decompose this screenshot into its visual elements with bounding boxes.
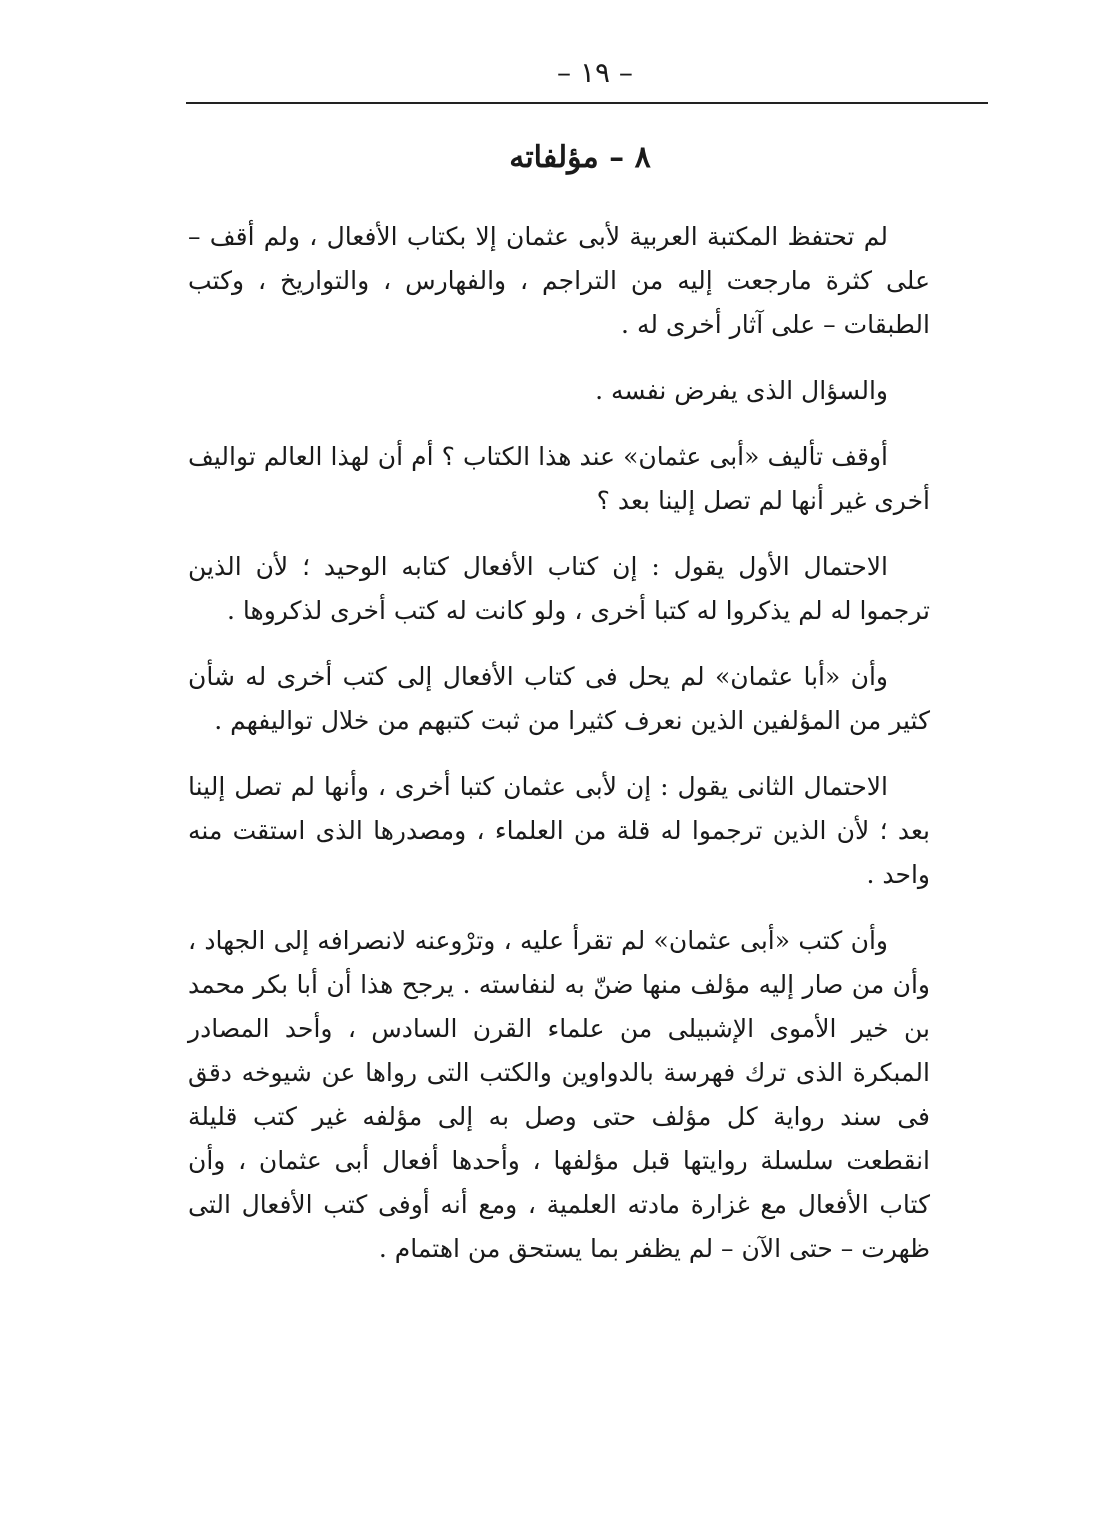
body-text (188, 215, 930, 1293)
paragraph-1: لم تحتفظ المكتبة العربية لأبى عثمان إلا بكتاب الأفعال ، ولم أقف – على كثرة مارجعت إليه من التراجم ، والفهارس ، والتواريخ ، وكتب الطبقات – على آثار أخرى له . (188, 222, 930, 339)
paragraph-4: الاحتمال الأول يقول : إن كتاب الأفعال كتابه الوحيد ؛ لأن الذين ترجموا له لم يذكروا له كتبا أخرى ، ولو كانت له كتب أخرى لذكروها . (188, 552, 930, 625)
paragraph-5: وأن «أبا عثمان» لم يحل فى كتاب الأفعال إلى كتب أخرى له شأن كثير من المؤلفين الذين نعرف كثيرا من ثبت كتبهم من خلال تواليفهم . (188, 662, 930, 735)
paragraph-3: أوقف تأليف «أبى عثمان» عند هذا الكتاب ؟ أم أن لهذا العالم تواليف أخرى غير أنها لم تصل إلينا بعد ؟ (188, 442, 930, 515)
section-heading: ٨ – مؤلفاته (509, 140, 651, 175)
paragraph-6: الاحتمال الثانى يقول : إن لأبى عثمان كتبا أخرى ، وأنها لم تصل إلينا بعد ؛ لأن الذين ترجموا له قلة من العلماء ، ومصدرها الذى استقت منه واحد . (188, 772, 930, 889)
paragraph-2: والسؤال الذى يفرض نفسه . (595, 376, 888, 405)
paragraph-7: وأن كتب «أبى عثمان» لم تقرأ عليه ، وترْوعنه لانصرافه إلى الجهاد ، وأن من صار إليه مؤلف منها ضنّ به لنفاسته . يرجح هذا أن أبا بكر محمد بن خير الأموى الإشبيلى من علماء القرن السادس ، وأحد المصادر المبكرة الذى ترك فهرسة بالدواوين والكتب التى رواها عن شيوخه دقق فى سند رواية كل مؤلف حتى وصل به إلى مؤلفه غير كتب قليلة انقطعت سلسلة روايتها قبل مؤلفها ، وأحدها أفعال أبى عثمان ، وأن كتاب الأفعال مع غزارة مادته العلمية ، ومع أنه أوفى كتب الأفعال التى ظهرت – حتى الآن – لم يظفر بما يستحق من اهتمام . (188, 926, 930, 1263)
page-number: – ١٩ – (557, 56, 633, 89)
header-rule (186, 102, 988, 104)
